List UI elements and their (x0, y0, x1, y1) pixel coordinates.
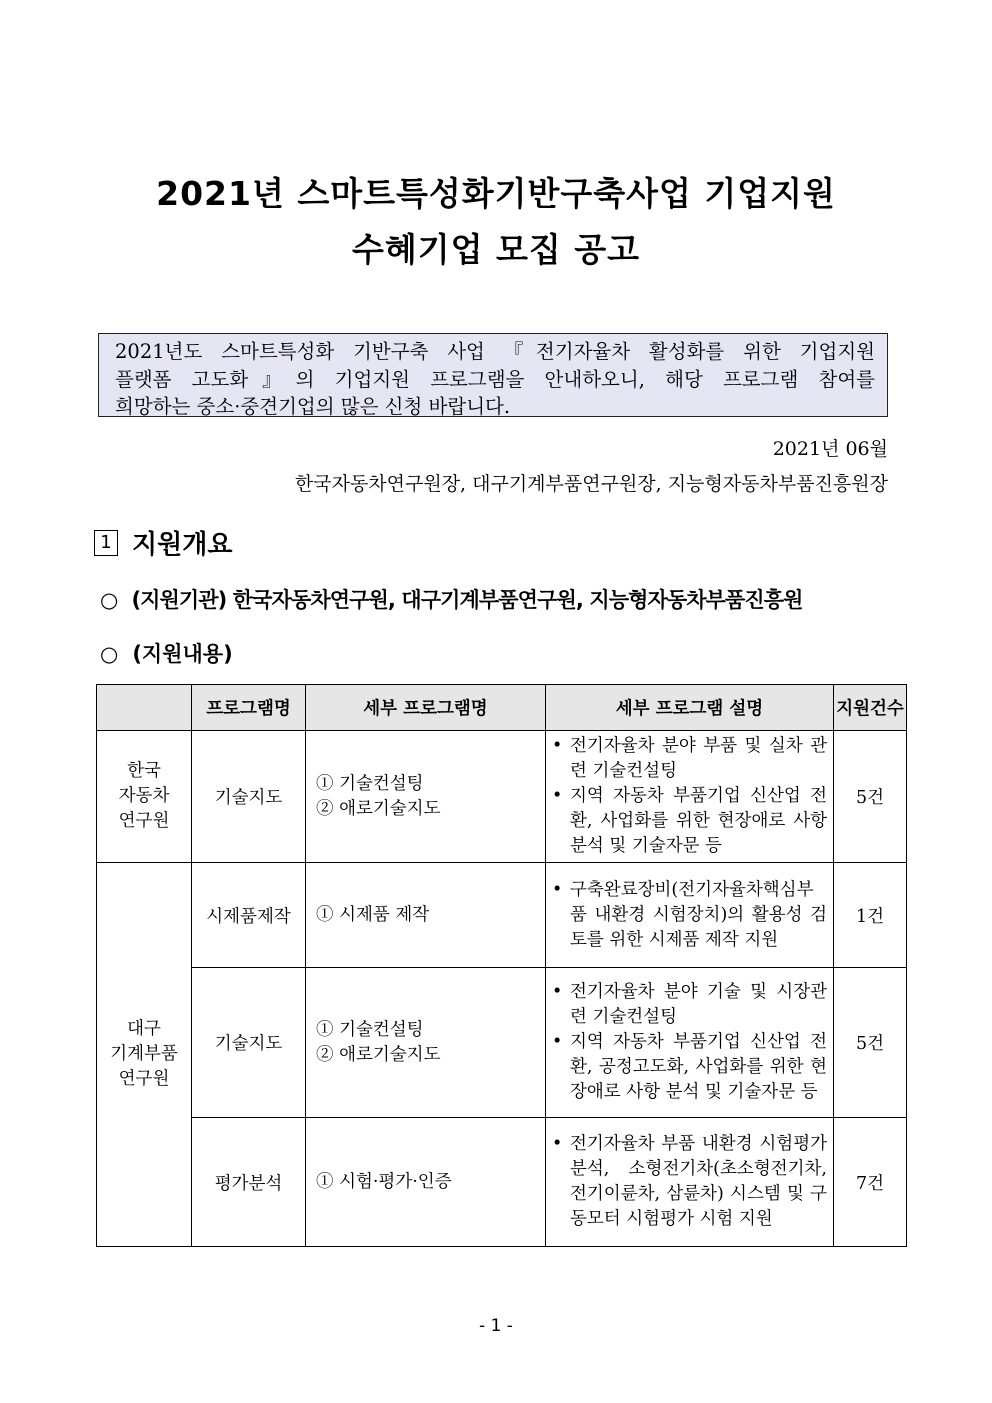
org-cell: 대구 기계부품 연구원 (97, 863, 192, 1247)
issuing-organizations: 한국자동차연구원장, 대구기계부품연구원장, 지능형자동차부품진흥원장 (294, 473, 888, 495)
program-cell: 기술지도 (192, 731, 306, 863)
bullet-agencies (100, 584, 803, 614)
org-cell: 한국 자동차 연구원 (97, 731, 192, 863)
detail-cell: ① 기술컨설팅 ② 애로기술지도 (306, 731, 546, 863)
section-title: 지원개요 (132, 530, 233, 560)
page-title-line2: 수혜기업 모집 공고 (351, 230, 640, 269)
bullet-content (100, 638, 233, 668)
table-row (97, 1118, 907, 1247)
program-cell: 시제품제작 (192, 863, 306, 968)
description-cell: • 전기자율차 부품 내환경 시험평가분석, 소형전기차(초소형전기차, 전기이륜차, 삼륜차) 시스템 및 구동모터 시험평가 시험 지원 (546, 1118, 834, 1247)
description-cell: • 구축완료장비(전기자율차핵심부품 내환경 시험장치)의 활용성 검토를 위한 시제품 제작 지원 (546, 863, 834, 968)
page-number: - 1 - (479, 1316, 513, 1336)
bullet-agencies-text: (지원기관) 한국자동차연구원, 대구기계부품연구원, 지능형자동차부품진흥원 (131, 588, 803, 612)
intro-line: 2021년도 스마트특성화 기반구축 사업 『전기자율차 활성화를 위한 기업지원 (115, 340, 875, 363)
table-header-row (97, 685, 907, 731)
section-heading (94, 524, 232, 561)
intro-line: 희망하는 중소·중견기업의 많은 신청 바랍니다. (115, 395, 511, 418)
description-cell: • 전기자율차 분야 기술 및 시장관련 기술컨설팅 • 지역 자동차 부품기업 신산업 전환, 공정고도화, 사업화를 위한 현장애로 사항 분석 및 기술자문 등 (546, 968, 834, 1118)
intro-box (98, 333, 888, 417)
detail-cell: ① 기술컨설팅 ② 애로기술지도 (306, 968, 546, 1118)
detail-cell: ① 시제품 제작 (306, 863, 546, 968)
circle-bullet-icon: ○ (100, 588, 118, 612)
header-description: 세부 프로그램 설명 (546, 685, 834, 731)
intro-line: 플랫폼 고도화』의 기업지원 프로그램을 안내하오니, 해당 프로그램 참여를 (115, 367, 875, 391)
table-row (97, 968, 907, 1118)
detail-cell: ① 시험·평가·인증 (306, 1118, 546, 1247)
header-program: 프로그램명 (192, 685, 306, 731)
table-row (97, 731, 907, 863)
count-cell: 1건 (834, 863, 907, 968)
count-cell: 5건 (834, 968, 907, 1118)
header-count: 지원건수 (834, 685, 907, 731)
count-cell: 7건 (834, 1118, 907, 1247)
header-org (97, 685, 192, 731)
program-cell: 평가분석 (192, 1118, 306, 1247)
bullet-content-text: (지원내용) (132, 642, 233, 666)
header-detail-program: 세부 프로그램명 (306, 685, 546, 731)
page-title-line1: 2021년 스마트특성화기반구축사업 기업지원 (156, 174, 836, 213)
circle-bullet-icon: ○ (100, 642, 119, 666)
section-number-box: 1 (94, 530, 118, 556)
table-row (97, 863, 907, 968)
count-cell: 5건 (834, 731, 907, 863)
support-program-table (96, 684, 907, 1247)
description-cell: • 전기자율차 분야 부품 및 실차 관련 기술컨설팅 • 지역 자동차 부품기업 신산업 전환, 사업화를 위한 현장애로 사항 분석 및 기술자문 등 (546, 731, 834, 863)
announcement-date: 2021년 06월 (772, 438, 888, 460)
program-cell: 기술지도 (192, 968, 306, 1118)
